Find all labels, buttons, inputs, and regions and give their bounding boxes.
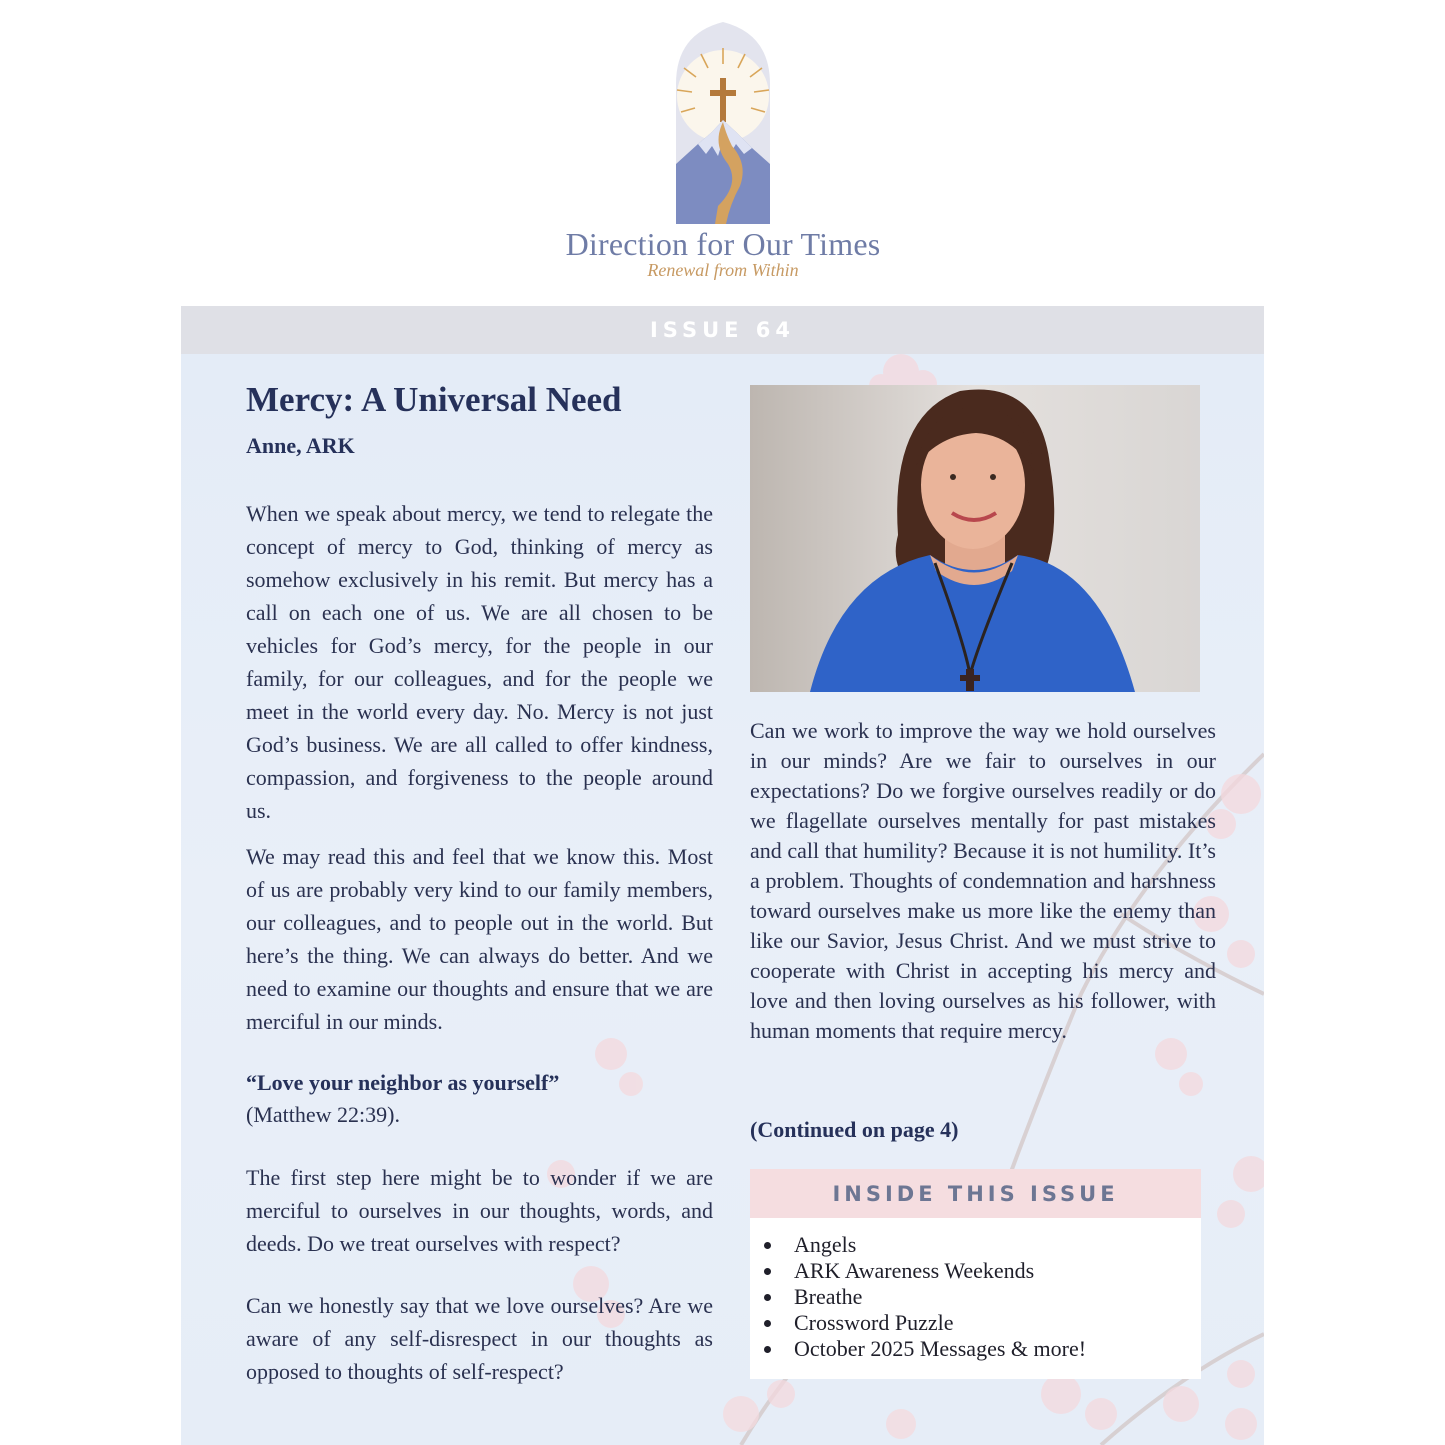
article-title: Mercy: A Universal Need <box>246 380 622 419</box>
publication-logo <box>540 14 906 286</box>
continued-link[interactable]: (Continued on page 4) <box>750 1117 959 1142</box>
author-portrait-photo <box>750 385 1200 692</box>
list-item: Breathe <box>750 1284 1201 1310</box>
inside-this-issue-heading: INSIDE THIS ISSUE <box>832 1181 1119 1206</box>
mountain-cross-emblem-icon <box>540 14 906 229</box>
article-author: Anne, ARK <box>246 433 355 458</box>
inside-this-issue-list <box>750 1218 1201 1362</box>
publication-tagline: Renewal from Within <box>647 260 799 280</box>
article-paragraph: We may read this and feel that we know this. Most of us are probably very kind to our family members, our colleagues, and to people out in the world. But here’s the thing. We can always do better. And we need to examine our thoughts and ensure that we are merciful in our minds. <box>246 844 713 1034</box>
list-item: ARK Awareness Weekends <box>750 1258 1201 1284</box>
issue-banner <box>181 306 1264 354</box>
list-item: Angels <box>750 1232 1201 1258</box>
inside-this-issue-header <box>750 1169 1201 1218</box>
article-paragraph: Can we honestly say that we love ourselves? Are we aware of any self-disrespect in our thoughts as opposed to thoughts of self-respect? <box>246 1293 713 1384</box>
inside-this-issue-box <box>750 1169 1201 1379</box>
list-item: Crossword Puzzle <box>750 1310 1201 1336</box>
article-paragraph: The first step here might be to wonder if we are merciful to ourselves in our thoughts, words, and deeds. Do we treat ourselves with respect? <box>246 1165 713 1256</box>
scripture-quote: “Love your neighbor as yourself” <box>246 1070 560 1095</box>
article-paragraph: When we speak about mercy, we tend to relegate the concept of mercy to God, thinking of mercy as somehow exclusively in his remit. But mercy has a call on each one of us. We are all chosen to be vehicles for God’s mercy, for the people in our family, for our colleagues, and for the people we meet in the world every day. No. Mercy is not just God’s business. We are all called to offer kindness, compassion, and forgiveness to the people around us. <box>246 501 713 823</box>
issue-number: ISSUE 64 <box>649 318 796 342</box>
publication-title: Direction for Our Times <box>565 226 881 262</box>
scripture-citation: (Matthew 22:39). <box>246 1102 400 1127</box>
article-paragraph: Can we work to improve the way we hold ourselves in our minds? Are we fair to ourselves in our expectations? Do we forgive ourselves readily or do we flagellate ourselves mentally for past mistakes and call that humility? Because it is not humility. It’s a problem. Thoughts of condemnation and harshness toward ourselves make us more like the enemy than like our Savior, Jesus Christ. And we must strive to cooperate with Christ in accepting his mercy and love and then loving ourselves as his follower, with human moments that require mercy. <box>750 718 1216 1043</box>
list-item: October 2025 Messages & more! <box>750 1336 1201 1362</box>
